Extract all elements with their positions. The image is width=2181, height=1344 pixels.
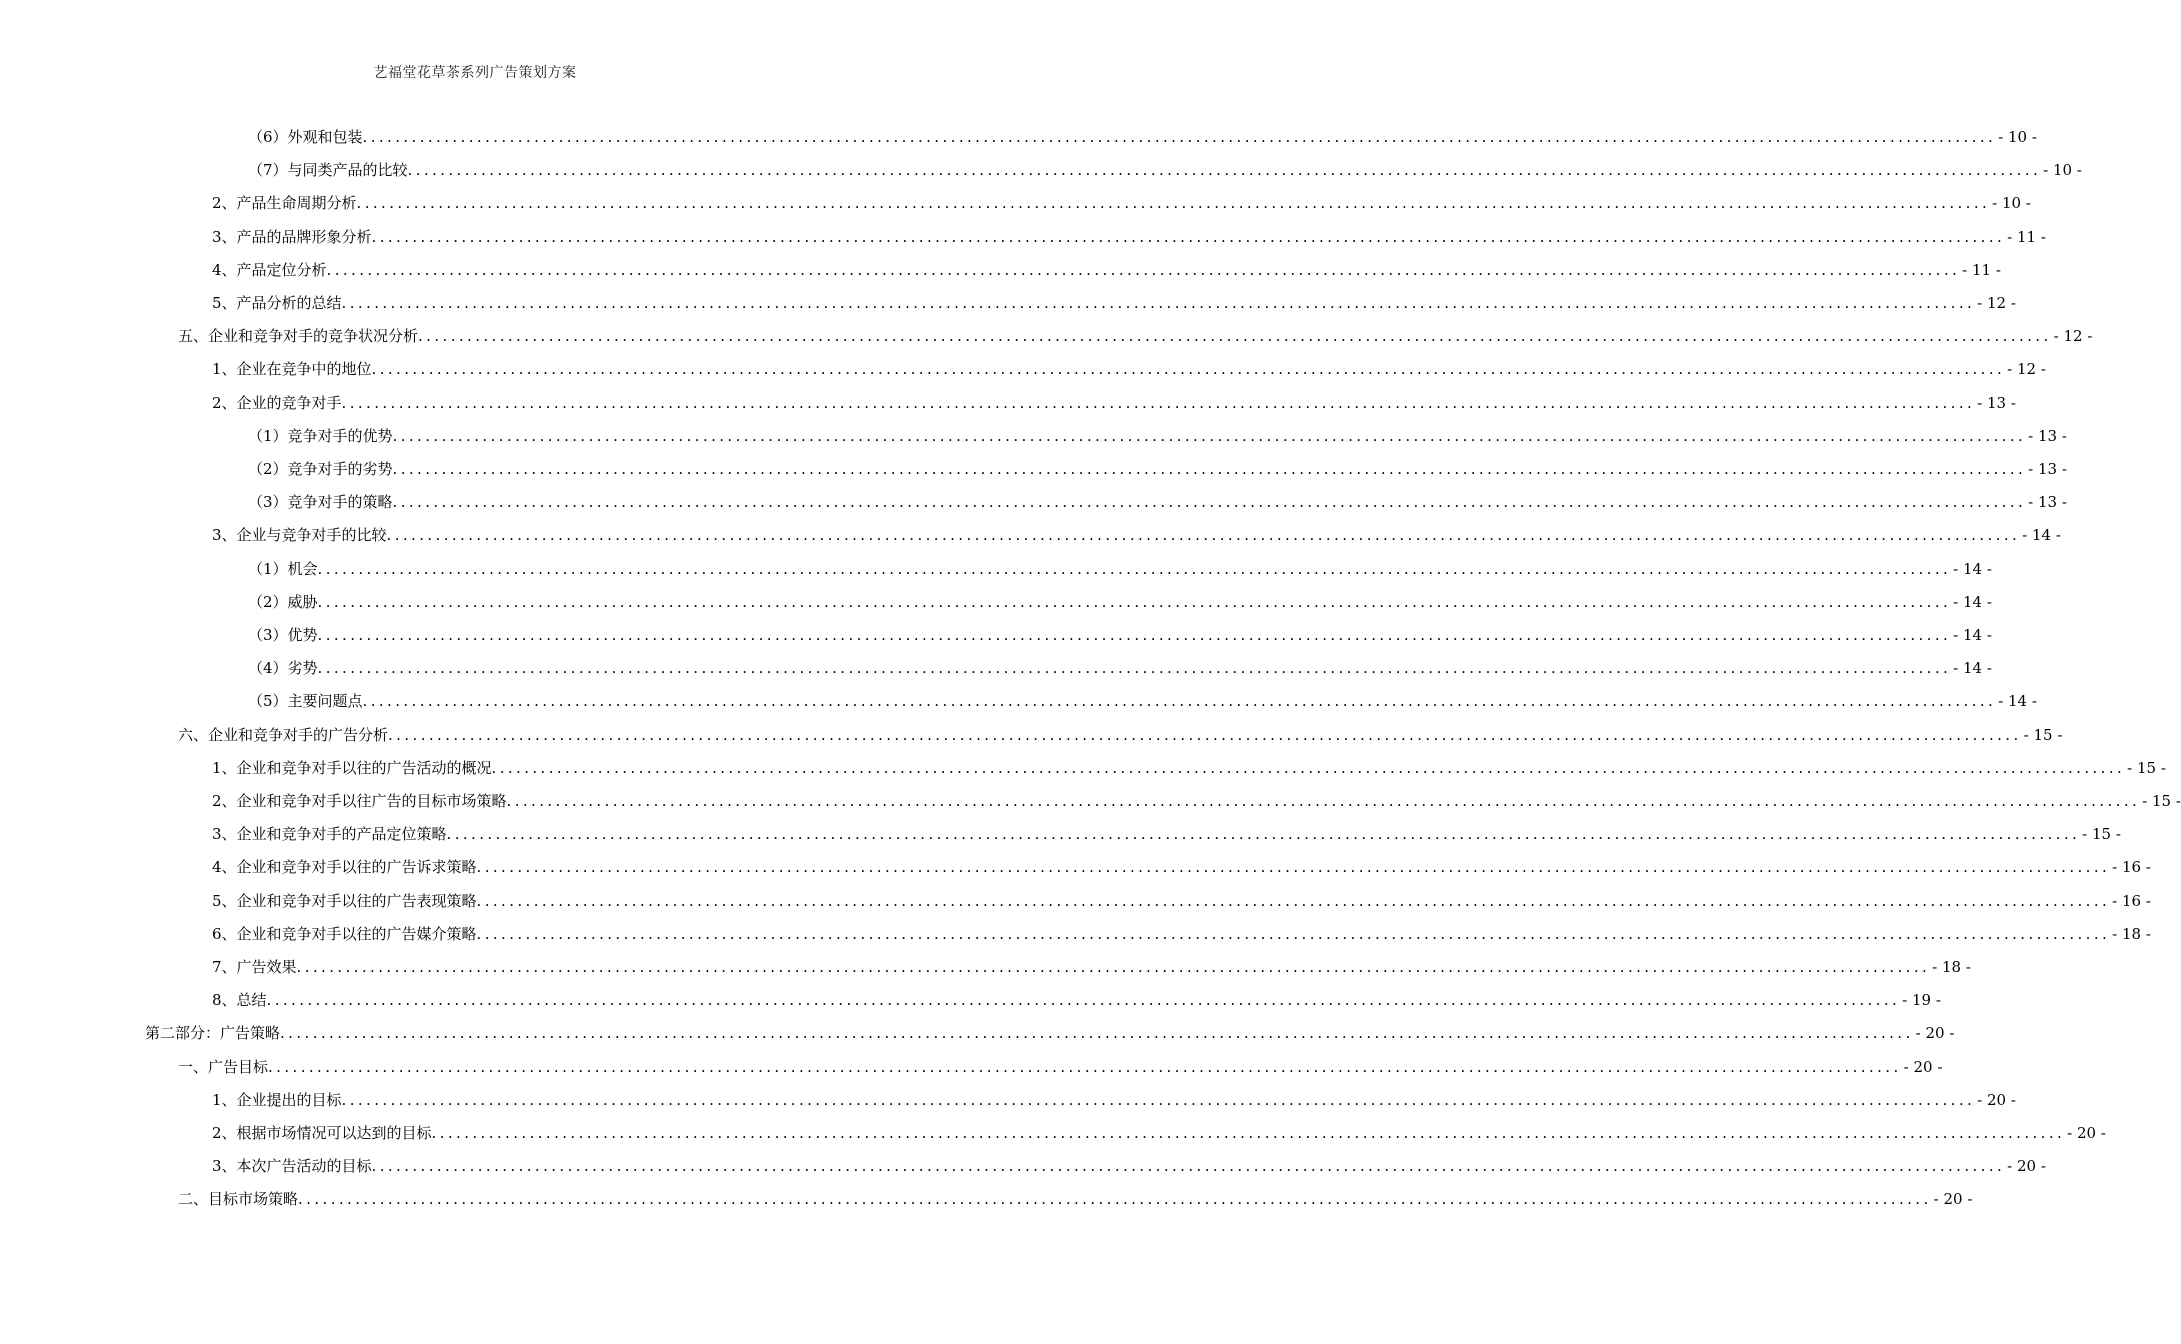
toc-dot-leader: ........................................................................................................................................................................................................	[392, 460, 2027, 478]
toc-entry[interactable]	[212, 1088, 2016, 1112]
toc-entry-page-number: - 12 -	[1977, 294, 2016, 312]
toc-entry-page-number: - 18 -	[2112, 924, 2151, 943]
toc-dot-leader: ........................................................................................................................................................................................................	[341, 1090, 1976, 1109]
toc-entry[interactable]	[248, 490, 2067, 514]
toc-entry[interactable]	[248, 656, 1992, 680]
toc-entry-page-number: - 20 -	[1903, 1057, 1943, 1076]
toc-dot-leader: ........................................................................................................................................................................................................	[296, 958, 1931, 976]
toc-entry-label: （1）竞争对手的优势	[248, 426, 393, 445]
toc-entry-page-number: - 13 -	[2028, 493, 2067, 512]
toc-entry-label: 3、产品的品牌形象分析	[212, 227, 372, 246]
toc-dot-leader: ........................................................................................................................................................................................................	[362, 692, 1997, 711]
toc-entry[interactable]	[248, 689, 2037, 713]
toc-dot-leader: ........................................................................................................................................................................................................	[388, 725, 2022, 744]
toc-entry-page-number: - 15 -	[2082, 825, 2121, 844]
toc-entry-page-number: - 16 -	[2112, 891, 2151, 910]
toc-entry[interactable]	[248, 623, 1992, 647]
toc-entry-label: 4、企业和竞争对手以往的广告诉求策略	[212, 858, 477, 877]
toc-dot-leader: ........................................................................................................................................................................................................	[431, 1124, 2066, 1142]
toc-entry[interactable]	[248, 158, 2082, 182]
toc-entry-label: 6、企业和竞争对手以往的广告媒介策略	[212, 924, 477, 943]
toc-dot-leader: ........................................................................................................................................................................................................	[386, 526, 2021, 545]
toc-entry-page-number: - 20 -	[1933, 1190, 1973, 1209]
toc-entry[interactable]	[178, 1187, 1973, 1211]
toc-entry-page-number: - 14 -	[1953, 626, 1992, 644]
toc-entry-label: 4、产品定位分析	[212, 260, 327, 279]
toc-entry[interactable]	[212, 258, 2001, 282]
toc-entry-label: 二、目标市场策略	[178, 1190, 299, 1209]
toc-entry-label: 一、广告目标	[178, 1057, 269, 1076]
toc-entry[interactable]	[212, 855, 2151, 879]
toc-dot-leader: ........................................................................................................................................................................................................	[491, 758, 2126, 777]
toc-entry-page-number: - 20 -	[2007, 1157, 2046, 1176]
toc-dot-leader: ........................................................................................................................................................................................................	[317, 626, 1952, 644]
toc-entry-page-number: - 14 -	[2022, 526, 2061, 545]
toc-dot-leader: ........................................................................................................................................................................................................	[371, 1157, 2006, 1176]
toc-entry-label: （3）竞争对手的策略	[248, 493, 393, 512]
toc-dot-leader: ........................................................................................................................................................................................................	[418, 327, 2052, 346]
toc-entry[interactable]	[248, 424, 2067, 448]
toc-entry[interactable]	[212, 1154, 2046, 1178]
toc-entry-label: 1、企业提出的目标	[212, 1090, 342, 1109]
toc-entry-page-number: - 20 -	[1915, 1024, 1955, 1043]
toc-entry[interactable]	[178, 324, 2093, 348]
toc-entry[interactable]	[248, 125, 2037, 149]
toc-entry-page-number: - 14 -	[1953, 559, 1992, 578]
toc-dot-leader: ........................................................................................................................................................................................................	[341, 393, 1976, 412]
toc-entry-page-number: - 13 -	[1977, 393, 2016, 412]
toc-entry-label: （1）机会	[248, 559, 318, 578]
toc-entry-label: 2、企业的竞争对手	[212, 393, 342, 412]
toc-dot-leader: ........................................................................................................................................................................................................	[371, 227, 2006, 246]
toc-entry-page-number: - 13 -	[2028, 426, 2067, 445]
toc-dot-leader: ........................................................................................................................................................................................................	[506, 792, 2141, 810]
toc-entry[interactable]	[212, 1121, 2106, 1145]
toc-entry-page-number: - 15 -	[2142, 792, 2181, 810]
toc-entry-label: 3、企业和竞争对手的产品定位策略	[212, 825, 447, 844]
toc-dot-leader: ........................................................................................................................................................................................................	[268, 1057, 1902, 1076]
toc-entry-label: 5、企业和竞争对手以往的广告表现策略	[212, 891, 477, 910]
toc-entry-label: 3、本次广告活动的目标	[212, 1157, 372, 1176]
toc-entry-label: 1、企业在竞争中的地位	[212, 360, 372, 379]
toc-entry-label: 五、企业和竞争对手的竞争状况分析	[178, 327, 419, 346]
toc-dot-leader: ........................................................................................................................................................................................................	[362, 128, 1997, 146]
toc-entry-label: 六、企业和竞争对手的广告分析	[178, 725, 389, 744]
toc-entry-page-number: - 11 -	[1962, 260, 2001, 279]
toc-entry[interactable]	[212, 988, 1941, 1012]
page-header-title: 艺福堂花草茶系列广告策划方案	[373, 65, 577, 81]
toc-entry-label: 第二部分：广告策略	[145, 1024, 281, 1043]
toc-entry-label: 2、产品生命周期分析	[212, 194, 357, 213]
toc-dot-leader: ........................................................................................................................................................................................................	[317, 659, 1952, 678]
toc-entry[interactable]	[145, 1021, 1955, 1045]
toc-dot-leader: ........................................................................................................................................................................................................	[371, 360, 2006, 379]
toc-entry-page-number: - 14 -	[1953, 659, 1992, 678]
toc-dot-leader: ........................................................................................................................................................................................................	[392, 426, 2027, 445]
toc-entry-label: 7、广告效果	[212, 958, 297, 976]
toc-entry[interactable]	[212, 291, 2016, 315]
toc-entry[interactable]	[212, 822, 2121, 846]
toc-dot-leader: ........................................................................................................................................................................................................	[317, 592, 1952, 611]
toc-entry-page-number: - 14 -	[1953, 592, 1992, 611]
toc-entry-page-number: - 11 -	[2007, 227, 2046, 246]
toc-entry-label: 8、总结	[212, 991, 267, 1010]
toc-entry[interactable]	[212, 889, 2151, 913]
toc-entry-label: 1、企业和竞争对手以往的广告活动的概况	[212, 758, 492, 777]
toc-dot-leader: ........................................................................................................................................................................................................	[266, 991, 1901, 1010]
toc-entry-page-number: - 10 -	[1992, 194, 2031, 213]
toc-entry-page-number: - 10 -	[2043, 161, 2082, 180]
toc-entry-page-number: - 10 -	[1998, 128, 2037, 146]
toc-entry-label: 3、企业与竞争对手的比较	[212, 526, 387, 545]
toc-entry[interactable]	[212, 225, 2046, 249]
toc-dot-leader: ........................................................................................................................................................................................................	[392, 493, 2027, 512]
toc-entry[interactable]	[178, 1055, 1943, 1079]
toc-dot-leader: ........................................................................................................................................................................................................	[476, 891, 2111, 910]
toc-entry-page-number: - 20 -	[1977, 1090, 2016, 1109]
toc-entry-page-number: - 12 -	[2053, 327, 2093, 346]
toc-dot-leader: ........................................................................................................................................................................................................	[317, 559, 1952, 578]
toc-entry-label: （4）劣势	[248, 659, 318, 678]
toc-dot-leader: ........................................................................................................................................................................................................	[298, 1190, 1932, 1209]
toc-entry-page-number: - 20 -	[2067, 1124, 2106, 1142]
toc-entry[interactable]	[212, 523, 2061, 547]
toc-entry[interactable]	[178, 723, 2063, 747]
toc-dot-leader: ........................................................................................................................................................................................................	[407, 161, 2042, 180]
toc-entry-page-number: - 15 -	[2023, 725, 2063, 744]
toc-entry-page-number: - 13 -	[2028, 460, 2067, 478]
toc-entry-label: （5）主要问题点	[248, 692, 363, 711]
toc-dot-leader: ........................................................................................................................................................................................................	[326, 260, 1961, 279]
toc-entry-label: （2）竞争对手的劣势	[248, 460, 393, 478]
toc-entry[interactable]	[248, 590, 1992, 614]
toc-entry-label: （7）与同类产品的比较	[248, 161, 408, 180]
toc-entry-label: （2）威胁	[248, 592, 318, 611]
toc-entry[interactable]	[212, 357, 2046, 381]
toc-dot-leader: ........................................................................................................................................................................................................	[356, 194, 1991, 213]
toc-entry-page-number: - 18 -	[1932, 958, 1971, 976]
toc-entry[interactable]	[212, 955, 1971, 979]
toc-dot-leader: ........................................................................................................................................................................................................	[476, 858, 2111, 877]
toc-entry-label: 2、根据市场情况可以达到的目标	[212, 1124, 432, 1142]
toc-dot-leader: ........................................................................................................................................................................................................	[280, 1024, 1914, 1043]
toc-entry-label: 2、企业和竞争对手以往广告的目标市场策略	[212, 792, 507, 810]
toc-entry[interactable]	[212, 191, 2031, 215]
toc-entry-page-number: - 19 -	[1902, 991, 1941, 1010]
toc-entry-label: 5、产品分析的总结	[212, 294, 342, 312]
toc-entry[interactable]	[212, 756, 2166, 780]
toc-entry-page-number: - 16 -	[2112, 858, 2151, 877]
toc-entry[interactable]	[248, 457, 2067, 481]
toc-entry-page-number: - 14 -	[1998, 692, 2037, 711]
toc-dot-leader: ........................................................................................................................................................................................................	[446, 825, 2081, 844]
toc-entry[interactable]	[212, 789, 2181, 813]
toc-entry-page-number: - 15 -	[2127, 758, 2166, 777]
toc-entry[interactable]	[212, 391, 2016, 415]
toc-entry-label: （3）优势	[248, 626, 318, 644]
toc-entry-page-number: - 12 -	[2007, 360, 2046, 379]
toc-entry[interactable]	[212, 922, 2151, 946]
toc-dot-leader: ........................................................................................................................................................................................................	[341, 294, 1976, 312]
toc-entry[interactable]	[248, 557, 1992, 581]
toc-dot-leader: ........................................................................................................................................................................................................	[476, 924, 2111, 943]
toc-entry-label: （6）外观和包装	[248, 128, 363, 146]
